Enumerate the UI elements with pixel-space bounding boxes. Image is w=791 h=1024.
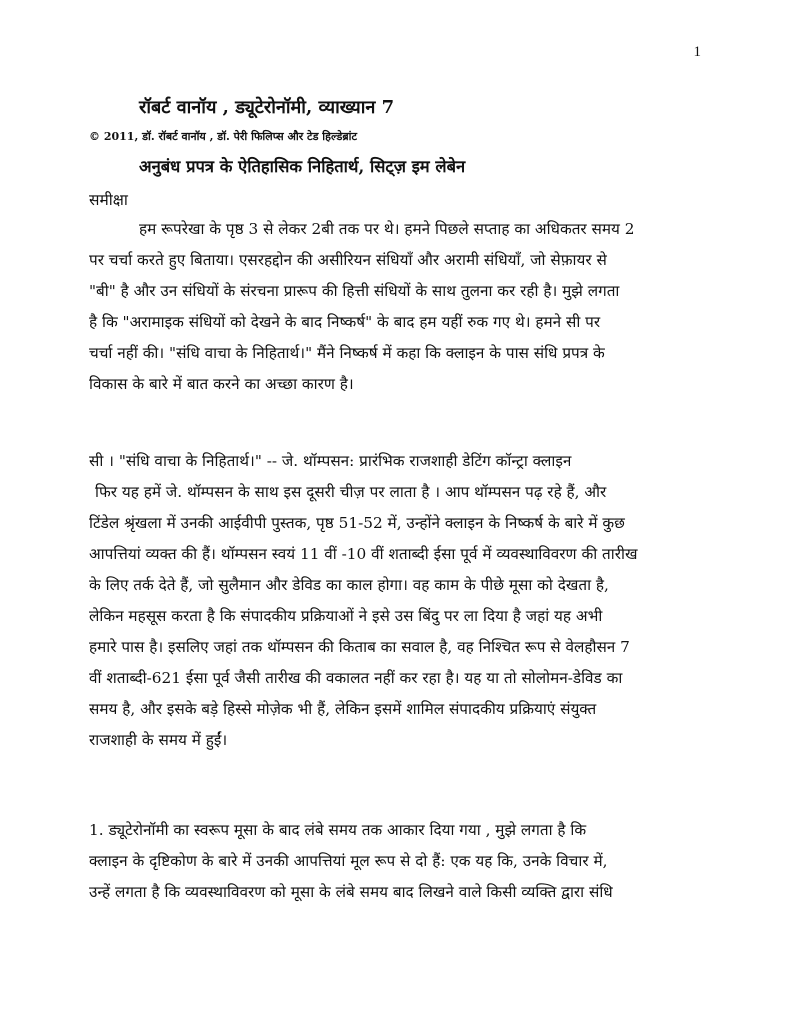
paragraph-section-c bbox=[89, 446, 711, 756]
text-line: के लिए तर्क देते हैं, जो सुलैमान और डेविड का काल होगा। वह काम के पीछे मूसा को देखता है, bbox=[89, 576, 609, 594]
text-line: आपत्तियां व्यक्त की हैं। थॉम्पसन स्वयं 11 वीं -10 वीं शताब्दी ईसा पूर्व में व्यवस्थाविवरण की तारीख bbox=[89, 545, 638, 563]
page-number: 1 bbox=[693, 44, 701, 60]
text-line: उन्हें लगता है कि व्यवस्थाविवरण को मूसा के लंबे समय बाद लिखने वाले किसी व्यक्ति द्वारा संधि bbox=[89, 883, 613, 901]
lecture-subtitle: अनुबंध प्रपत्र के ऐतिहासिक निहितार्थ, सिट्ज़ इम लेबेन bbox=[139, 157, 466, 176]
text-line: 1. ड्यूटेरोनॉमी का स्वरूप मूसा के बाद लंबे समय तक आकार दिया गया , मुझे लगता है कि bbox=[89, 821, 587, 839]
text-line: राजशाही के समय में हुईं। bbox=[89, 731, 228, 749]
paragraph-review bbox=[89, 214, 711, 400]
section-c-heading-line: सी । "संधि वाचा के निहितार्थ।" -- जे. थॉम्पसन: प्रारंभिक राजशाही डेटिंग कॉन्ट्रा क्लाइन bbox=[89, 452, 572, 470]
text-line: समय है, और इसके बड़े हिस्से मोज़ेक भी हैं, लेकिन इसमें शामिल संपादकीय प्रक्रियाएं संयुक्त bbox=[89, 700, 597, 718]
text-line: है कि "अरामाइक संधियों को देखने के बाद निष्कर्ष" के बाद हम यहीं रुक गए थे। हमने सी पर bbox=[89, 313, 601, 331]
text-line: "बी" है और उन संधियों के संरचना प्रारूप की हित्ती संधियों के साथ तुलना कर रही है। मुझे लगता bbox=[89, 282, 620, 300]
copyright-line: © 2011, डॉ. रॉबर्ट वानॉय , डॉ. पेरी फिलिप्स और टेड हिल्डेब्रांट bbox=[89, 130, 358, 143]
text-line: फिर यह हमें जे. थॉम्पसन के साथ इस दूसरी चीज़ पर लाता है । आप थॉम्पसन पढ़ रहे हैं, और bbox=[95, 483, 607, 501]
text-line: क्लाइन के दृष्टिकोण के बारे में उनकी आपत्तियां मूल रूप से दो हैं: एक यह कि, उनके विचार में, bbox=[89, 852, 608, 870]
text-line: हमारे पास है। इसलिए जहां तक थॉम्पसन की किताब का सवाल है, वह निश्चित रूप से वेलहौसन 7 bbox=[89, 638, 630, 656]
paragraph-point-1 bbox=[89, 815, 711, 908]
text-line: विकास के बारे में बात करने का अच्छा कारण है। bbox=[89, 375, 354, 393]
section-heading-review: समीक्षा bbox=[89, 191, 128, 209]
text-line: टिंडेल श्रृंखला में उनकी आईवीपी पुस्तक, पृष्ठ 51-52 में, उन्होंने क्लाइन के निष्कर्ष के बारे में कुछ bbox=[89, 514, 625, 532]
text-line: चर्चा नहीं की। "संधि वाचा के निहितार्थ।" मैंने निष्कर्ष में कहा कि क्लाइन के पास संधि प्रपत्र के bbox=[89, 344, 605, 362]
text-line: वीं शताब्दी-621 ईसा पूर्व जैसी तारीख की वकालत नहीं कर रहा है। यह या तो सोलोमन-डेविड का bbox=[89, 669, 623, 687]
text-line: पर चर्चा करते हुए बिताया। एसरहद्दोन की असीरियन संधियाँ और अरामी संधियाँ, जो सेफ़ायर से bbox=[89, 251, 607, 269]
text-line: हम रूपरेखा के पृष्ठ 3 से लेकर 2बी तक पर थे। हमने पिछले सप्ताह का अधिकतर समय 2 bbox=[139, 220, 635, 238]
text-line: लेकिन महसूस करता है कि संपादकीय प्रक्रियाओं ने इसे उस बिंदु पर ला दिया है जहां यह अभी bbox=[89, 607, 603, 625]
lecture-title: रॉबर्ट वानॉय , ड्यूटेरोनॉमी, व्याख्यान 7 bbox=[139, 97, 395, 118]
